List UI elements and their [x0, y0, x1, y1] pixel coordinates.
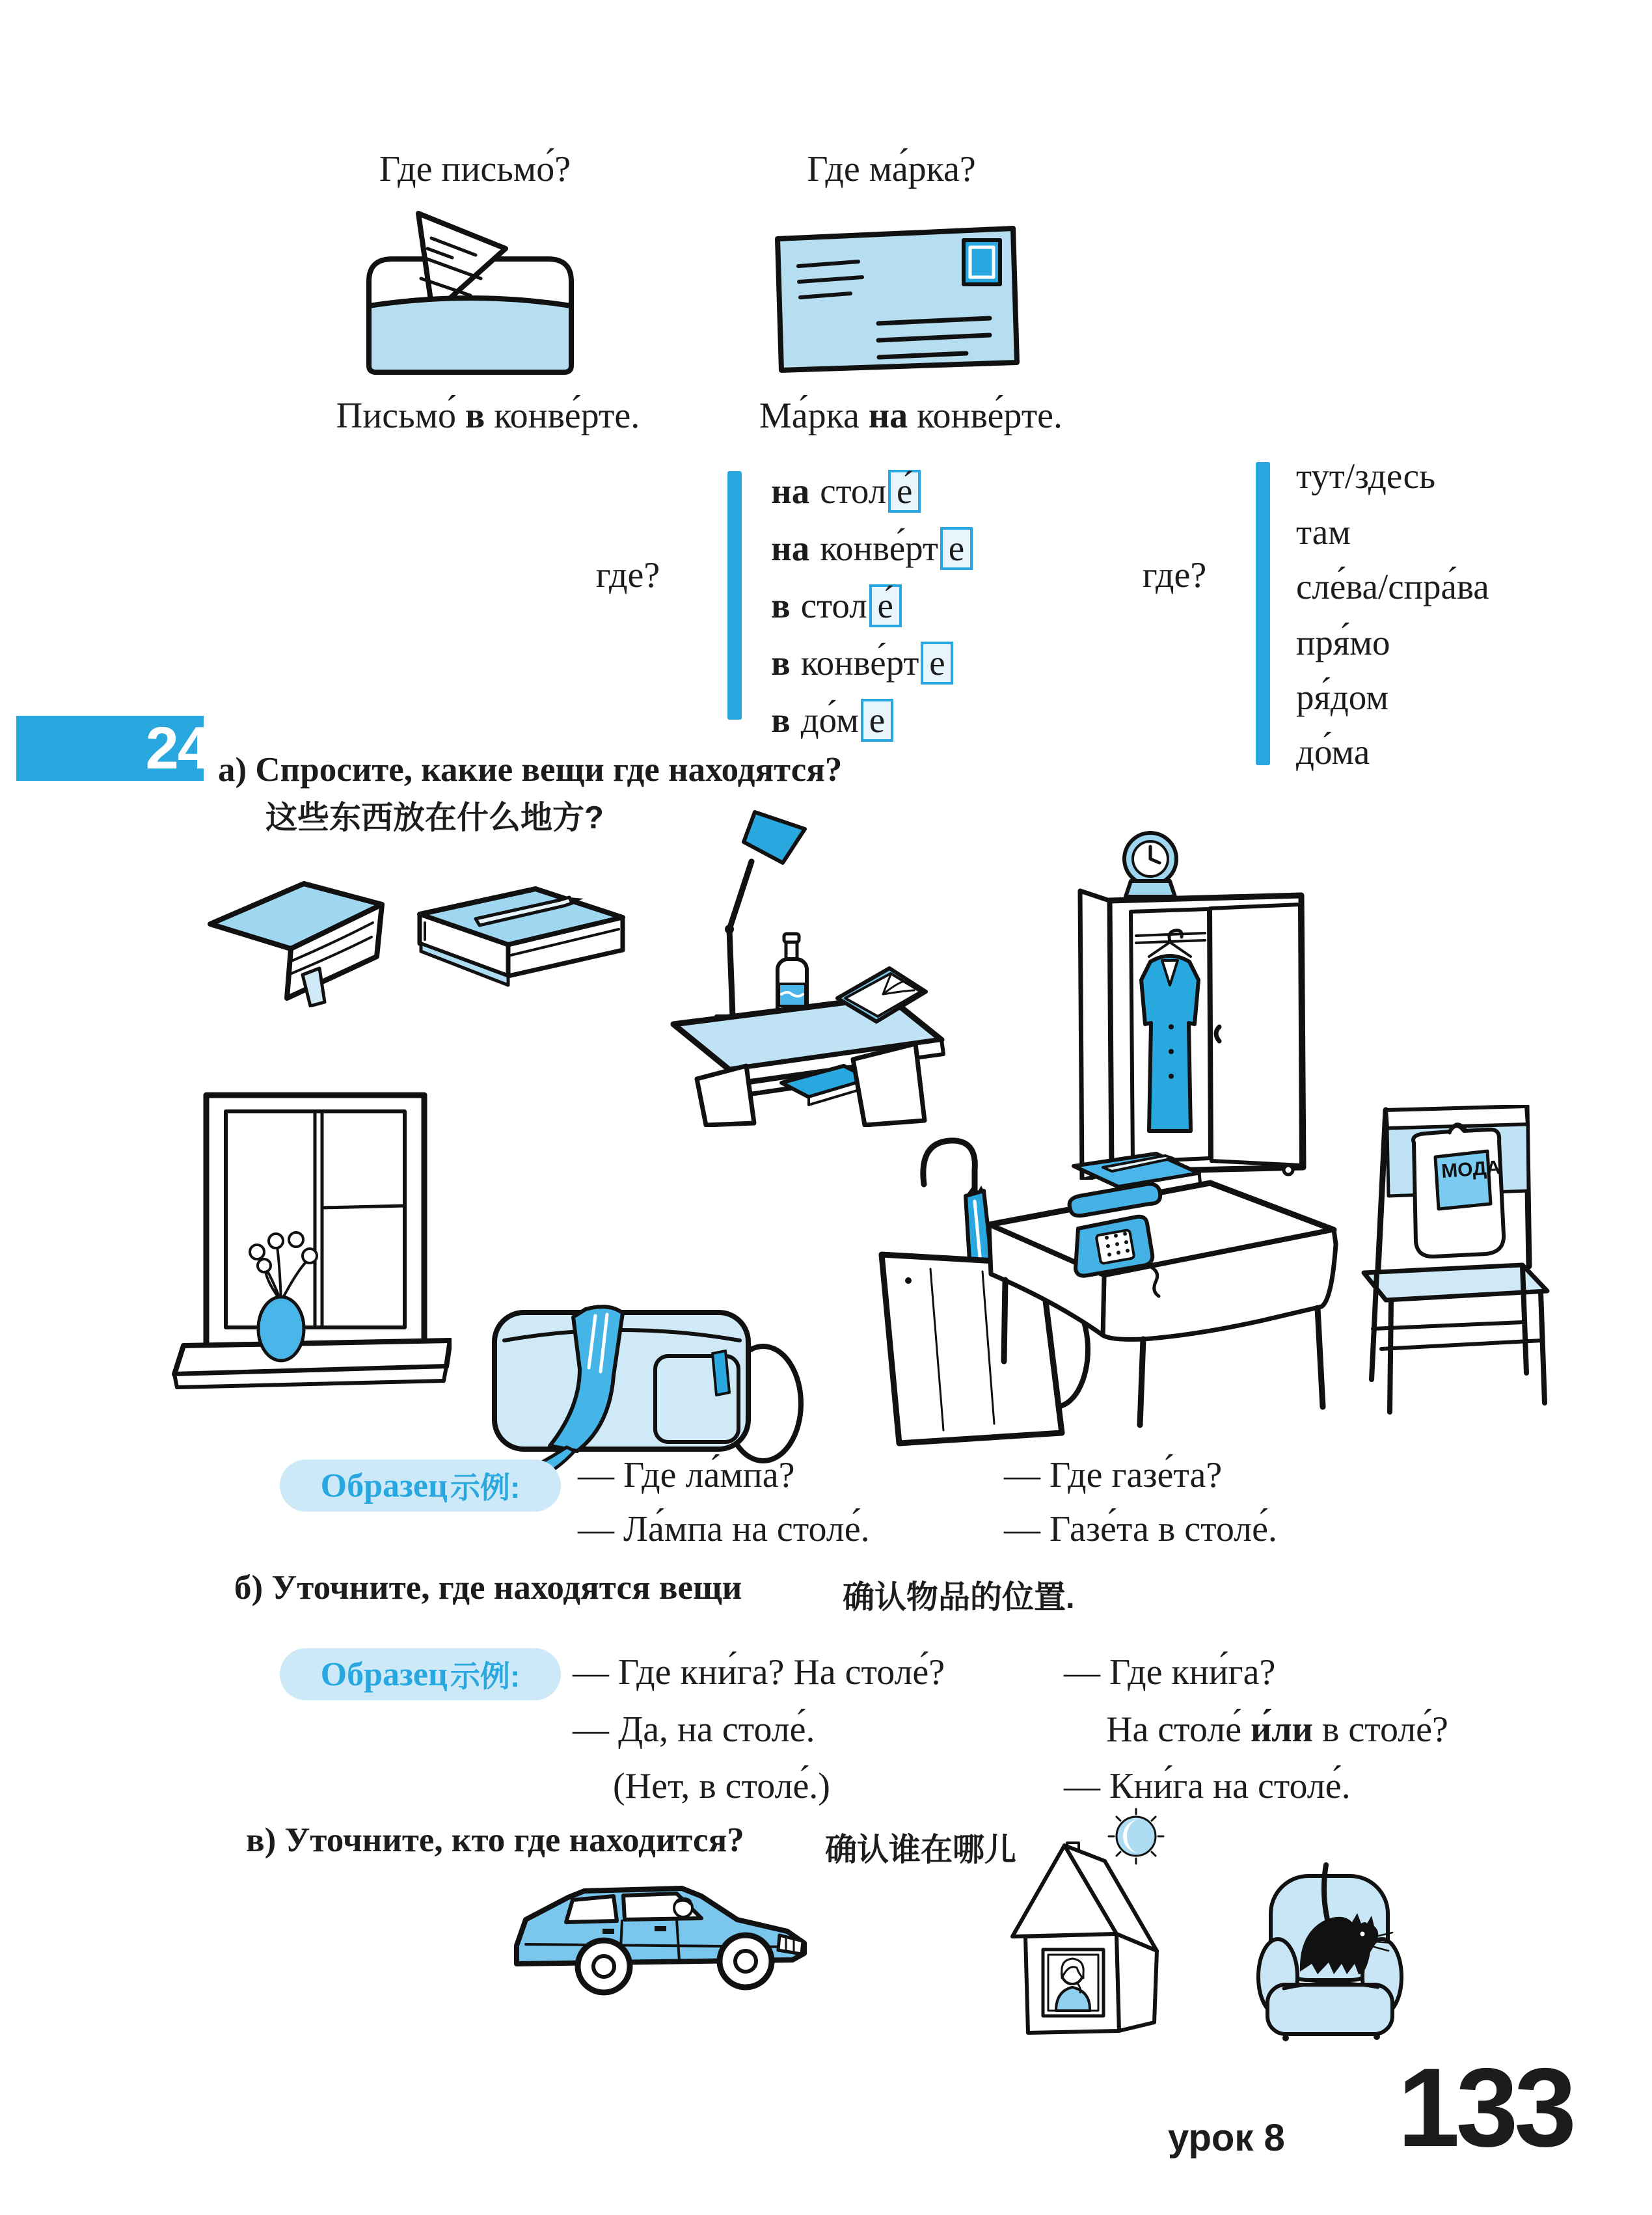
- ending-box: е: [921, 642, 953, 685]
- grammar-right-item: пря́мо: [1296, 623, 1390, 662]
- books-illustration: [205, 877, 641, 1007]
- task-v-title: в) Уточните, кто где находится?: [246, 1821, 744, 1859]
- sample-badge-a: [280, 1460, 561, 1512]
- sample-label-cn: 示例:: [450, 1659, 521, 1693]
- table-phone-illustration: [979, 1145, 1344, 1428]
- question-stamp: Где ма́рка?: [807, 149, 976, 189]
- grammar-right-bar: [1256, 462, 1270, 765]
- house-illustration: [1007, 1839, 1173, 2039]
- dialog-line: (Нет, в столе́.): [613, 1766, 830, 1806]
- exercise-number: 24: [145, 715, 210, 781]
- sample-label-ru: Образец: [320, 1467, 448, 1504]
- magazine-title: МОДА: [1441, 1156, 1502, 1182]
- task-b-title-chinese: 确认物品的位置.: [843, 1580, 1075, 1615]
- grammar-left-item: на конве́рт е: [771, 527, 973, 570]
- chair-magazine-illustration: [1352, 1105, 1559, 1422]
- dialog-line: — Кни́га на столе́.: [1064, 1766, 1351, 1806]
- grammar-left-item: в конве́рт е: [771, 642, 953, 685]
- grammar-right-item: тут/здесь: [1296, 456, 1436, 496]
- dialog-line: — Где кни́га?: [1064, 1652, 1276, 1692]
- caption-stamp-post: конве́рте.: [908, 396, 1063, 436]
- cat-armchair-illustration: [1254, 1853, 1405, 2047]
- page-number: 133: [1398, 2045, 1573, 2170]
- task-a-title: а) Спросите, какие вещи где находятся?: [218, 751, 843, 789]
- desk-lamp-illustration: [654, 802, 947, 1127]
- dialog-line: На столе́ и́ли в столе́?: [1106, 1709, 1448, 1750]
- grammar-left-item: в до́м е: [771, 699, 893, 742]
- grammar-left-item: на стол е́: [771, 470, 921, 513]
- caption-letter-pre: Письмо́: [336, 396, 466, 436]
- task-b-title: б) Уточните, где находятся вещи: [234, 1569, 742, 1607]
- grammar-left-item: в стол е́: [771, 584, 902, 627]
- ending-box: е́: [888, 470, 921, 513]
- sample-badge-b: [280, 1648, 561, 1700]
- sample-label-ru: Образец: [320, 1655, 448, 1693]
- grammar-left-question: где?: [595, 555, 660, 595]
- caption-stamp-bold: на: [868, 396, 908, 436]
- ending-box: е́: [869, 584, 902, 627]
- wardrobe-illustration: [1074, 825, 1316, 1180]
- ending-box: е: [861, 699, 893, 742]
- dialog-line: — Ла́мпа на столе́.: [578, 1509, 870, 1549]
- sample-label-cn: 示例:: [450, 1471, 521, 1504]
- caption-letter-post: конве́рте.: [485, 396, 640, 436]
- caption-letter-bold: в: [465, 396, 485, 436]
- caption-stamp-pre: Ма́рка: [759, 396, 869, 436]
- question-letter: Где письмо́?: [379, 149, 571, 189]
- caption-letter: [260, 395, 716, 437]
- dialog-line: — Где ла́мпа?: [578, 1455, 795, 1495]
- dialog-line: — Где кни́га? На столе́?: [573, 1652, 945, 1692]
- grammar-left-bar: [727, 471, 742, 720]
- grammar-right-item: там: [1296, 512, 1351, 552]
- ending-box: е: [940, 527, 973, 570]
- envelope-letter-illustration: [355, 208, 586, 380]
- grammar-right-item: ря́дом: [1296, 677, 1389, 717]
- window-vase-illustration: [170, 1092, 452, 1420]
- dialog-line: — Да, на столе́.: [573, 1709, 815, 1750]
- grammar-right-item: до́ма: [1296, 732, 1370, 772]
- car-illustration: [506, 1881, 813, 2004]
- grammar-right-item: сле́ва/спра́ва: [1296, 567, 1489, 606]
- envelope-stamp-illustration: [771, 223, 1022, 374]
- task-v-title-chinese: 确认谁在哪儿: [825, 1832, 1017, 1868]
- caption-stamp: [696, 395, 1126, 437]
- dialog-line: — Где газе́та?: [1004, 1455, 1223, 1495]
- dialog-line: — Газе́та в столе́.: [1004, 1509, 1277, 1549]
- grammar-right-question: где?: [1142, 555, 1207, 595]
- lesson-label: урок 8: [1168, 2117, 1285, 2159]
- task-a-title-chinese: 这些东西放在什么地方?: [265, 800, 604, 836]
